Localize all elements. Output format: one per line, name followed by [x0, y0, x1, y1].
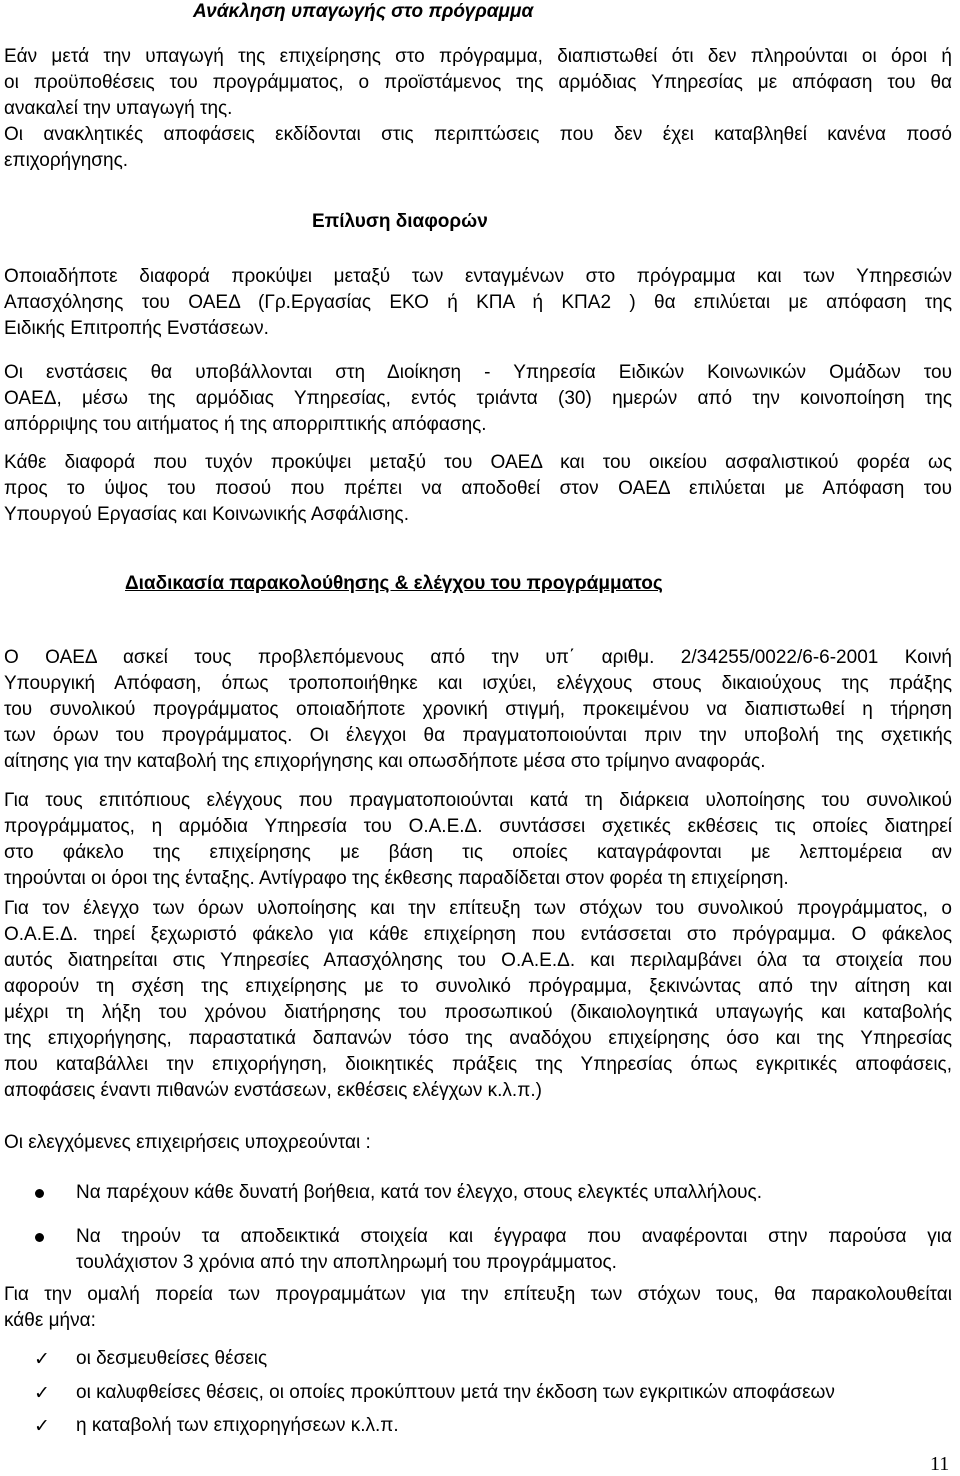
check-list-item: [0, 1346, 960, 1372]
monitoring-paragraph-3: [4, 896, 952, 1104]
list-item: [0, 1224, 960, 1276]
text-line: ανακαλεί την υπαγωγή της.: [4, 98, 233, 119]
text-line: στο φάκελο της επιχείρησης με βάση τις οποίες καταγράφονται με λεπτομέρεια αν: [4, 842, 952, 863]
text-line: προς το ύψος του ποσού που πρέπει να αποδοθεί στον ΟΑΕΔ επιλύεται με Απόφαση του: [4, 478, 952, 499]
check-list-item: [0, 1413, 960, 1439]
text-line: οι καλυφθείσες θέσεις, οι οποίες προκύπτουν μετά την έκδοση των εγκριτικών αποφάσεων: [76, 1382, 835, 1403]
list-item-text: [76, 1346, 952, 1372]
text-line: Για τους επιτόπιους ελέγχους που πραγματοποιούνται κατά τη διάρκεια υλοποίησης του συνολικού: [4, 790, 952, 811]
checkmark-icon: ✓: [34, 1382, 50, 1404]
bullet-dot-icon: [35, 1189, 44, 1198]
text-line: Ο ΟΑΕΔ ασκεί τους προβλεπόμενους από την υπ΄ αριθμ. 2/34255/0022/6-6-2001 Κοινή: [4, 647, 952, 668]
text-line: Εάν μετά την υπαγωγή της επιχείρησης στο πρόγραμμα, διαπιστωθεί ότι δεν πληρούνται οι όροι ή: [4, 46, 952, 67]
monthly-intro: [4, 1282, 952, 1334]
text-line: ΟΑΕΔ, μέσω της αρμόδιας Υπηρεσίας, εντός τριάντα (30) ημερών από την κοινοποίηση της: [4, 388, 952, 409]
text-line: επιχορήγησης.: [4, 150, 129, 171]
checkmark-icon: ✓: [34, 1415, 50, 1437]
list-item: [0, 1180, 960, 1206]
revocation-paragraph-2: [4, 122, 952, 174]
text-line: αίτησης για την καταβολή της επιχορήγησης και οπωσδήποτε μέσα στο τρίμηνο αναφοράς.: [4, 751, 766, 772]
check-list-item: [0, 1380, 960, 1406]
text-line: αυτός διατηρείται στις Υπηρεσίες Απασχόλησης του Ο.Α.Ε.Δ. και περιλαμβάνει όλα τα στοιχεία που: [4, 950, 952, 971]
text-line: τουλάχιστον 3 χρόνια από την αποπληρωμή του προγράμματος.: [76, 1252, 617, 1273]
text-line: μέχρι τη λήξη του χρόνου διατήρησης του προσωπικού (δικαιολογητικά υπαγωγής και καταβολής: [4, 1002, 952, 1023]
page-number: 11: [930, 1453, 950, 1475]
text-line: Να τηρούν τα αποδεικτικά στοιχεία και έγγραφα που αναφέρονται στην παρούσα για: [76, 1226, 952, 1247]
text-line: Ειδικής Επιτροπής Ενστάσεων.: [4, 318, 269, 339]
text-line: της επιχορήγησης, παραστατικά δαπανών τόσο της αναδόχου επιχείρησης όσο και της Υπηρεσίας: [4, 1028, 952, 1049]
monitoring-heading: Διαδικασία παρακολούθησης & ελέγχου του προγράμματος: [125, 573, 663, 594]
text-line: Ο.Α.Ε.Δ. τηρεί ξεχωριστό φάκελο για κάθε επιχείρηση που εντάσσεται στο πρόγραμμα. Ο φάκελος: [4, 924, 952, 945]
text-line: οι προϋποθέσεις του προγράμματος, ο προϊστάμενος της αρμόδιας Υπηρεσίας με απόφαση του θα: [4, 72, 952, 93]
obligations-intro: [4, 1130, 952, 1156]
text-line: οι δεσμευθείσες θέσεις: [76, 1348, 268, 1369]
text-line: Απασχόλησης του ΟΑΕΔ (Γρ.Εργασίας ΕΚΟ ή ΚΠΑ ή ΚΠΑ2 ) θα επιλύεται με απόφαση της: [4, 292, 952, 313]
text-line: Οι ενστάσεις θα υποβάλλονται στη Διοίκηση - Υπηρεσία Ειδικών Κοινωνικών Ομάδων του: [4, 362, 952, 383]
text-line: κάθε μήνα:: [4, 1310, 96, 1331]
text-line: Οι ανακλητικές αποφάσεις εκδίδονται στις περιπτώσεις που δεν έχει καταβληθεί κανένα ποσό: [4, 124, 952, 145]
bullet-dot-icon: [35, 1233, 44, 1242]
list-item-text: [76, 1224, 952, 1276]
monitoring-paragraph-2: [4, 788, 952, 892]
text-line: Για τον έλεγχο των όρων υλοποίησης και την επίτευξη των στόχων του συνολικού προγράμματος, ο: [4, 898, 952, 919]
text-line: που καταβάλλει την επιχορήγηση, διοικητικές πράξεις της Υπηρεσίας όπως εγκριτικές αποφάσεις,: [4, 1054, 952, 1075]
text-line: Υπουργού Εργασίας και Κοινωνικής Ασφάλισης.: [4, 504, 409, 525]
text-line: των όρων του προγράμματος. Οι έλεγχοι θα πραγματοποιούνται πριν την υποβολή της σχετικής: [4, 725, 952, 746]
text-line: Να παρέχουν κάθε δυνατή βοήθεια, κατά τον έλεγχο, στους ελεγκτές υπαλλήλους.: [76, 1182, 762, 1203]
text-line: αφορούν τη σχέση της επιχείρησης με το συνολικό πρόγραμμα, ξεκινώντας από την αίτηση και: [4, 976, 952, 997]
disputes-heading: Επίλυση διαφορών: [312, 211, 488, 232]
text-line: απόρριψης του αιτήματος ή της απορριπτικής απόφασης.: [4, 414, 487, 435]
list-item-text: [76, 1180, 952, 1206]
text-line: Οποιαδήποτε διαφορά προκύψει μεταξύ των ενταγμένων στο πρόγραμμα και των Υπηρεσιών: [4, 266, 952, 287]
text-line: Κάθε διαφορά που τυχόν προκύψει μεταξύ του ΟΑΕΔ και του οικείου ασφαλιστικού φορέα ως: [4, 452, 952, 473]
text-line: η καταβολή των επιχορηγήσεων κ.λ.π.: [76, 1415, 399, 1436]
text-line: τηρούνται οι όροι της ένταξης. Αντίγραφο της έκθεσης παραδίδεται στον φορέα τη επιχείρηση.: [4, 868, 789, 889]
checkmark-icon: ✓: [34, 1348, 50, 1370]
disputes-paragraph-3: [4, 450, 952, 528]
revocation-paragraph-1: [4, 44, 952, 122]
page-title: Ανάκληση υπαγωγής στο πρόγραμμα: [193, 1, 534, 22]
text-line: Για την ομαλή πορεία των προγραμμάτων για την επίτευξη των στόχων τους, θα παρακολουθείται: [4, 1284, 952, 1305]
text-line: Υπουργική Απόφαση, όπως τροποποιήθηκε και ισχύει, ελέγχους στους δικαιούχους της πράξης: [4, 673, 952, 694]
text-line: προγράμματος, η αρμόδια Υπηρεσία του Ο.Α.Ε.Δ. συντάσσει σχετικές εκθέσεις τις οποίες διατηρεί: [4, 816, 952, 837]
text-line: του συνολικού προγράμματος οποιαδήποτε χρονική στιγμή, προκειμένου να διαπιστωθεί η τήρηση: [4, 699, 952, 720]
disputes-paragraph-2: [4, 360, 952, 438]
list-item-text: [76, 1380, 952, 1406]
text-line: Οι ελεγχόμενες επιχειρήσεις υποχρεούνται :: [4, 1132, 371, 1153]
text-line: αποφάσεις έναντι πιθανών ενστάσεων, εκθέσεις ελέγχων κ.λ.π.): [4, 1080, 542, 1101]
monitoring-paragraph-1: [4, 645, 952, 775]
disputes-paragraph-1: [4, 264, 952, 342]
list-item-text: [76, 1413, 952, 1439]
